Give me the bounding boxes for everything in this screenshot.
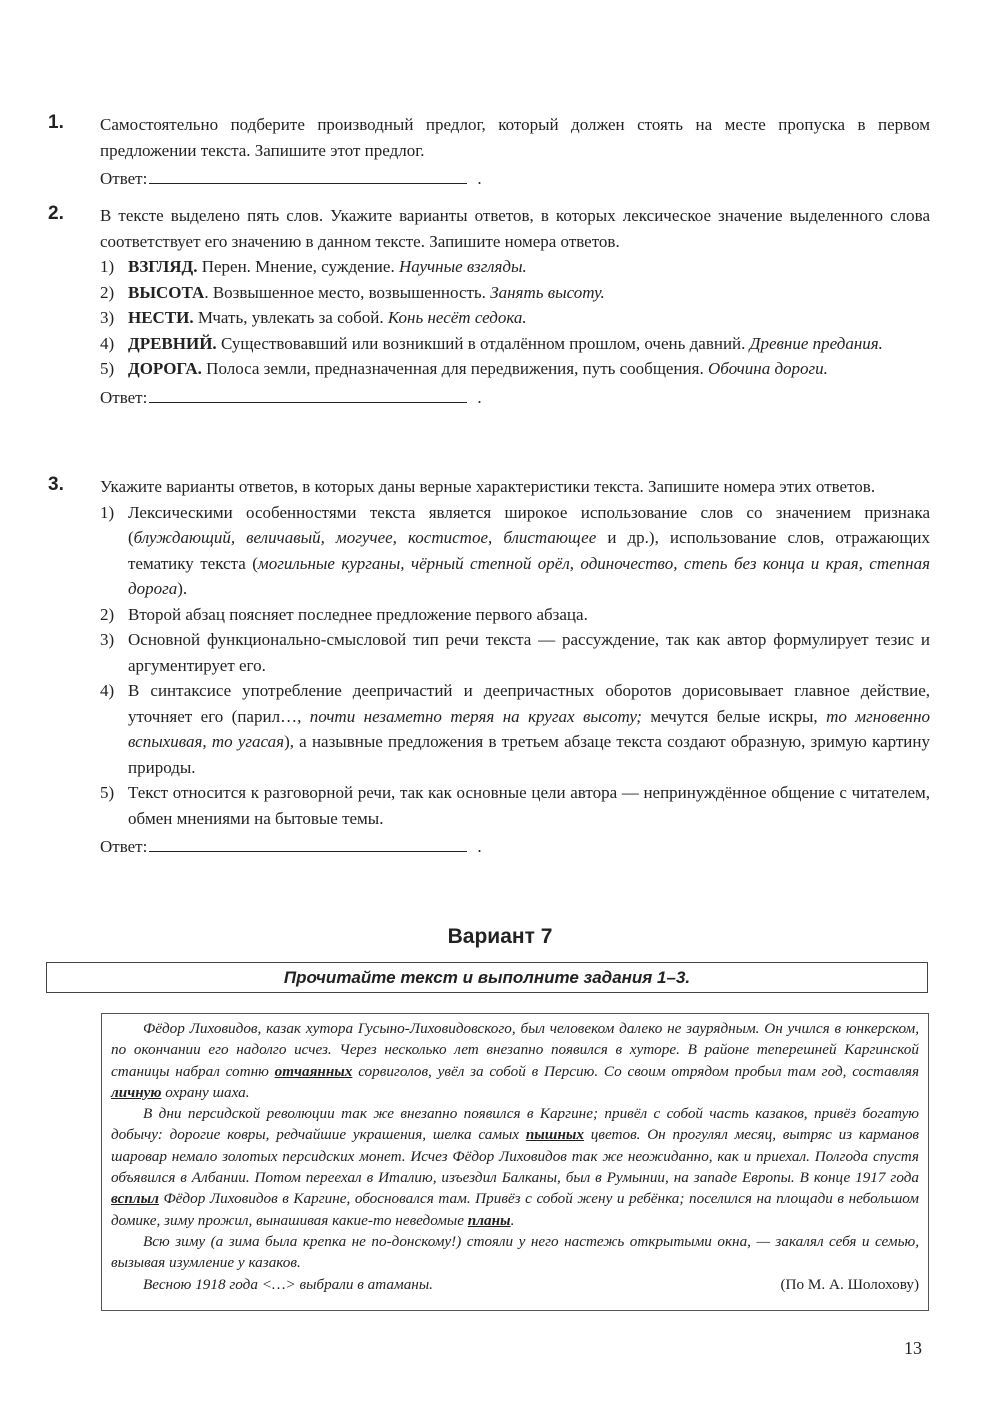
task-2 — [48, 203, 930, 410]
option-2 — [100, 602, 930, 628]
answer-label: Ответ: — [100, 387, 148, 407]
option-text: В синтаксисе употребление деепричастий и деепричастных оборотов дорисовывает главное действие, уточняет его (парил…, — [128, 681, 930, 726]
option-word: ДРЕВНИЙ. — [128, 333, 217, 353]
option-number: 4) — [100, 333, 115, 353]
option-word: ВЗГЛЯД. — [128, 257, 198, 276]
passage-text: Фёдор Лиховидов, казак хутора Гусыно-Лиховидовского, был человеком далеко не заурядным. Он учился в юнкерском, по окончании его надолго исчез. Через несколько лет внезапно появился в хуторе. В районе теперешней Каргинской станицы набрал сотню — [111, 1020, 919, 1080]
highlighted-word: отчаянных — [274, 1062, 353, 1080]
answer-field[interactable] — [149, 165, 467, 184]
highlighted-word: планы — [467, 1211, 511, 1229]
option-text: Лексическими особенностями текста является широкое использование слов со значением признака ( — [128, 502, 930, 547]
task-1 — [48, 112, 930, 192]
answer-label: Ответ: — [100, 169, 148, 188]
passage-source: (По М. А. Шолохову) — [780, 1275, 919, 1293]
passage-text: Фёдор Лиховидов в Каргине, обосновался там. Привёз с собой жену и ребёнка; поселился на площади в небольшом домике, зиму прожил, вынашивая какие-то неведомые — [111, 1190, 919, 1229]
page-number: 13 — [904, 1338, 922, 1358]
option-definition: Мчать, увлекать за собой. — [193, 308, 388, 327]
passage-text: охрану шаха. — [161, 1083, 250, 1101]
task-number: 1. — [48, 112, 64, 133]
answer-row — [100, 165, 930, 192]
option-example: Научные взгляды. — [398, 257, 527, 276]
answer-row — [100, 384, 930, 411]
option-4 — [100, 331, 930, 357]
task-3 — [48, 474, 930, 860]
option-number: 5) — [100, 359, 115, 378]
option-definition: . Возвышенное место, возвышенность. — [204, 282, 491, 302]
option-text: Второй абзац поясняет последнее предложение первого абзаца. — [128, 604, 588, 624]
option-number: 5) — [100, 783, 115, 802]
option-number: 1) — [100, 502, 115, 522]
passage-text: В дни персидской революции так же внезапно появился в Каргине; привёл с собой часть казаков, привёз богатую добычу: дорогие ковры, редчайшие украшения, шелка самых — [111, 1105, 919, 1144]
option-italic: блуждающий, величавый, могучее, костистое, блистающее — [133, 528, 597, 547]
option-definition: Полоса земли, предназначенная для передвижения, путь сообщения. — [201, 359, 708, 378]
task-number: 2. — [48, 203, 64, 224]
option-text: мечутся белые искры, — [641, 706, 827, 726]
highlighted-word: всплыл — [111, 1190, 159, 1208]
instruction-text: Прочитайте текст и выполните задания 1–3. — [283, 967, 691, 987]
option-definition: Перен. Мнение, суждение. — [197, 257, 399, 276]
task-text: Самостоятельно подберите производный предлог, который должен стоять на месте пропуска в первом предложении текста. Запишите этот предлог. — [100, 115, 930, 160]
answer-field[interactable] — [149, 384, 467, 403]
option-number: 1) — [100, 257, 115, 276]
answer-label: Ответ: — [100, 837, 148, 856]
option-italic: почти незаметно теряя на кругах высоту; — [309, 706, 642, 726]
option-example: Древние предания. — [749, 333, 883, 353]
reading-passage — [101, 1013, 929, 1311]
option-definition: Существовавший или возникший в отдалённом прошлом, очень давний. — [216, 333, 750, 353]
option-5 — [100, 356, 930, 382]
task-number: 3. — [48, 474, 64, 495]
passage-paragraph-4 — [111, 1274, 919, 1295]
answer-end: . — [477, 169, 482, 188]
highlighted-word: личную — [111, 1083, 162, 1101]
option-text: ), а назывные предложения в третьем абзаце текста создают образную, зримую картину природы. — [128, 732, 930, 777]
option-word: НЕСТИ. — [128, 308, 194, 327]
passage-paragraph-1 — [111, 1018, 919, 1103]
option-1 — [100, 254, 930, 280]
answer-end: . — [477, 837, 482, 856]
option-number: 3) — [100, 630, 115, 649]
instruction-box — [46, 962, 928, 993]
option-text: Текст относится к разговорной речи, так как основные цели автора — непринуждённое общение с читателем, обмен мнениями на бытовые темы. — [128, 783, 930, 828]
task-text: Укажите варианты ответов, в которых даны верные характеристики текста. Запишите номера этих ответов. — [100, 477, 876, 496]
option-number: 2) — [100, 282, 115, 302]
option-5 — [100, 780, 930, 831]
option-word: ДОРОГА. — [128, 359, 202, 378]
passage-text: . — [510, 1211, 515, 1229]
option-italic: могильные курганы, чёрный степной орёл, одиночество, степь без конца и края, степная дорога — [128, 553, 930, 598]
option-number: 3) — [100, 308, 115, 327]
option-example: Конь несёт седока. — [387, 308, 527, 327]
option-3 — [100, 627, 930, 678]
answer-end: . — [477, 387, 482, 407]
option-1 — [100, 500, 930, 602]
variant-title: Вариант 7 — [447, 925, 553, 948]
option-3 — [100, 305, 930, 331]
passage-text: сорвиголов, увёл за собой в Персию. Со своим отрядом пробыл там год, составляя — [352, 1062, 920, 1080]
option-text: Основной функционально-смысловой тип речи текста — рассуждение, так как автор формулирует тезис и аргументирует его. — [128, 630, 930, 675]
task-text: В тексте выделено пять слов. Укажите варианты ответов, в которых лексическое значение выделенного слова соответствует его значению в данном тексте. Запишите номера ответов. — [100, 206, 930, 251]
option-4 — [100, 678, 930, 780]
option-number: 4) — [100, 681, 115, 700]
passage-text: Весною 1918 года <…> выбрали в атаманы. — [143, 1275, 433, 1293]
passage-text: цветов. Он прогулял месяц, вытряс из карманов шаровар немало золотых персидских монет. Исчез Фёдор Лиховидов так же неожиданно, как и приехал. Полгода спустя объявился в Албании. Потом переехал в Италию, изъездил Балканы, был в Румынии, на западе Европы. В конце 1917 года — [111, 1126, 920, 1187]
option-2 — [100, 280, 930, 306]
option-italic: то мгновенно вспыхивая, то угасая — [128, 706, 931, 751]
answer-field[interactable] — [149, 833, 467, 852]
option-text: и др.), использование слов, отражающих тематику текста ( — [128, 528, 931, 573]
option-example: Обочина дороги. — [707, 359, 828, 378]
passage-paragraph-3: Всю зиму (а зима была крепка не по-донскому!) стояли у него настежь открытыми окна, — закалял себя и семью, вызывая изумление у казаков. — [111, 1232, 919, 1272]
passage-paragraph-2 — [111, 1103, 919, 1231]
answer-row — [100, 833, 930, 860]
option-text: ). — [177, 579, 188, 598]
option-number: 2) — [100, 604, 115, 624]
option-example: Занять высоту. — [490, 282, 605, 302]
option-word: ВЫСОТА — [128, 282, 205, 302]
highlighted-word: пышных — [525, 1126, 585, 1144]
